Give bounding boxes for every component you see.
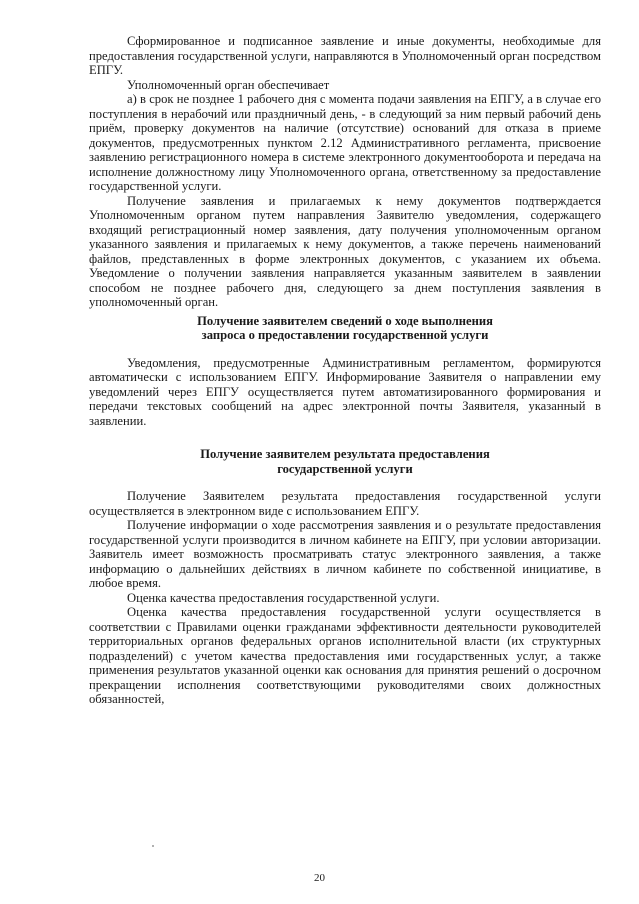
section-heading-result [89, 447, 601, 476]
heading-line: Получение заявителем результата предоставления [200, 447, 490, 461]
paragraph-submission: Сформированное и подписанное заявление и иные документы, необходимые для предоставления государственной услуги, направляются в Уполномоченный орган посредством ЕПГУ. [89, 34, 601, 77]
heading-line: Получение заявителем сведений о ходе выполнения [197, 313, 493, 328]
page-number: 20 [314, 872, 325, 884]
paragraph-result-delivery: Получение Заявителем результата предоставления государственной услуги осуществляется в электронном виде с использованием ЕПГУ. [89, 489, 601, 518]
spacer [89, 428, 601, 447]
paragraph-quality-assessment: Оценка качества предоставления государственной услуги осуществляется в соответствии с Правилами оценки гражданами эффективности деятельности руководителей территориальных органов федеральных органов исполнительной власти (их структурных подразделений) с учетом качества предоставления ими государственных услуг, а также применения результатов указанной оценки как основания для принятия решений о досрочном прекращении исполнения соответствующими руководителями своих должностных обязанностей, [89, 605, 601, 706]
paragraph-status-info: Получение информации о ходе рассмотрения заявления и о результате предоставления государственной услуги производится в личном кабинете на ЕПГУ, при условии авторизации. Заявитель имеет возможность просматривать статус электронного заявления, а также информацию о дальнейших действиях в личном кабинете по собственной инициативе, в любое время. [89, 518, 601, 590]
paragraph-quality-title: Оценка качества предоставления государственной услуги. [127, 590, 440, 605]
heading-line: запроса о предоставлении государственной услуги [201, 328, 489, 342]
paragraph-item-a: а) в срок не позднее 1 рабочего дня с момента подачи заявления на ЕПГУ, а в случае его поступления в нерабочий или праздничный день, - в следующий за ним первый рабочий день приём, проверку документов на наличие (отсутствие) оснований для отказа в приеме документов, предусмотренных пунктом 2.12 Административного регламента, присвоение заявлению регистрационного номера в системе электронного документооборота и передача на исполнение должностному лицу Уполномоченного органа, ответственному за предоставление государственной услуги. [89, 92, 601, 193]
paragraph-receipt-confirmation: Получение заявления и прилагаемых к нему документов подтверждается Уполномоченным органом путем направления Заявителю уведомления, содержащего входящий регистрационный номер заявления, дату получения уполномоченным органом указанного заявления и прилагаемых к нему документов, а также перечень наименований файлов, представленных в форме электронных документов, с указанием их объема. Уведомление о получении заявления направляется указанным заявителем в заявлении способом не позднее рабочего дня, следующего за днем поступления заявления в уполномоченный орган. [89, 193, 601, 309]
spacer [89, 476, 601, 489]
paragraph-notifications: Уведомления, предусмотренные Административным регламентом, формируются автоматически с использованием ЕПГУ. Информирование Заявителя о направлении ему уведомлений через ЕПГУ осуществляется путем автоматизированного формирования и передачи текстовых сообщений на адрес электронной почты Заявителя, указанный в заявлении. [89, 355, 601, 428]
paragraph-authority-provides: Уполномоченный орган обеспечивает [127, 77, 330, 92]
spacer [89, 343, 601, 356]
heading-line: государственной услуги [277, 461, 413, 476]
scan-speck [152, 845, 154, 847]
page-body [89, 34, 601, 707]
section-heading-progress [89, 314, 601, 343]
